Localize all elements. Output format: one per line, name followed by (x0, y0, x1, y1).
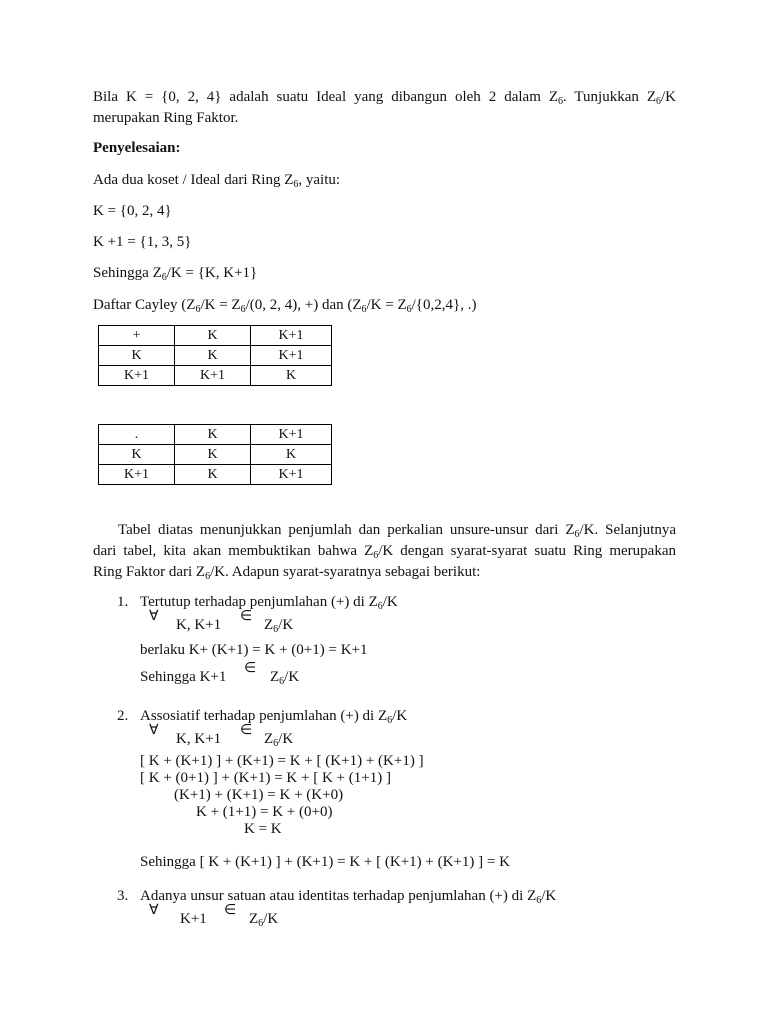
table-cell: K+1 (251, 326, 332, 346)
set-name: $Z_6/K$ (249, 911, 279, 929)
k-definition: K = {0, 2, 4} (93, 203, 172, 219)
addition-cayley-table (98, 325, 332, 386)
list-item-title: Adanya unsur satuan atau identitas terhadap penjumlahan (+) di $Z_6/K$ (140, 888, 557, 906)
proof-step: [ K + (0+1) ] + (K+1) = K + [ K + (1+1) ] (140, 770, 391, 786)
table-cell: K (175, 326, 251, 346)
table-cell: K+1 (99, 465, 175, 485)
element-of-symbol: ∈ (244, 660, 257, 676)
table-row (99, 425, 332, 445)
table-row (99, 346, 332, 366)
table-cell: K (251, 366, 332, 386)
set-name: $Z_6/K$ (270, 669, 300, 687)
list-item-title: Tertutup terhadap penjumlahan (+) di $Z_6/K$ (140, 594, 398, 612)
proof-step: [ K + (K+1) ] + (K+1) = K + [ (K+1) + (K+1) ] (140, 753, 424, 769)
element-of-symbol: ∈ (224, 902, 237, 918)
proof-step: K = K (244, 821, 282, 837)
proof-step: K + (1+1) = K + (0+0) (196, 804, 333, 820)
table-cell: K+1 (99, 366, 175, 386)
quantified-vars: K+1 (180, 911, 207, 927)
associativity-conclusion: Sehingga [ K + (K+1) ] + (K+1) = K + [ (K+1) + (K+1) ] = K (140, 854, 510, 870)
proof-step: (K+1) + (K+1) = K + (K+0) (174, 787, 344, 803)
quotient-set: Sehingga $Z_6/K = \{K$, K+1} (93, 265, 258, 283)
table-cell: K (175, 425, 251, 445)
k1-definition: K +1 = {1, 3, 5} (93, 234, 192, 250)
list-number: 2. (117, 708, 129, 724)
problem-statement: Bila K = {0, 2, 4} adalah suatu Ideal yang dibangun oleh 2 dalam $Z_6$. Tunjukkan $Z_6/K$ merupakan Ring Faktor. (93, 89, 676, 126)
forall-symbol: ∀ (149, 722, 159, 738)
table-cell: K (175, 445, 251, 465)
multiplication-cayley-table (98, 424, 332, 485)
forall-symbol: ∀ (149, 902, 159, 918)
table-row (99, 465, 332, 485)
table-row (99, 326, 332, 346)
forall-symbol: ∀ (149, 608, 159, 624)
table-cell: K (251, 445, 332, 465)
table-row (99, 366, 332, 386)
table-cell: K+1 (251, 425, 332, 445)
table-row (99, 445, 332, 465)
quantified-vars: K, K+1 (176, 731, 222, 747)
table-cell: + (99, 326, 175, 346)
table-cell: . (99, 425, 175, 445)
set-name: $Z_6/K$ (264, 617, 294, 635)
closure-statement: berlaku K+ (K+1) = K + (0+1) = K+1 (140, 642, 368, 658)
explanation-paragraph: Tabel diatas menunjukkan penjumlah dan perkalian unsure-unsur dari $Z_6/K$. Selanjutnya dari tabel, kita akan membuktikan bahwa $Z_6/K$ dengan syarat-syarat suatu Ring merupakan Ring Faktor dari $Z_6/K$. Adapun syarat-syaratnya sebagai berikut: (93, 522, 676, 582)
element-of-symbol: ∈ (240, 722, 253, 738)
quantified-vars: K, K+1 (176, 617, 222, 633)
list-item-title: Assosiatif terhadap penjumlahan (+) di $Z_6/K$ (140, 708, 408, 726)
cayley-title: Daftar Cayley ($Z_6/K = Z_6/(0$, 2, 4), +) dan ($Z_6/K = Z_6/\{0,2,4\}$, .) (93, 297, 477, 315)
list-number: 1. (117, 594, 129, 610)
set-name: $Z_6/K$ (264, 731, 294, 749)
table-cell: K+1 (175, 366, 251, 386)
table-cell: K+1 (251, 465, 332, 485)
element-of-symbol: ∈ (240, 608, 253, 624)
solution-heading: Penyelesaian: (93, 140, 181, 156)
table-cell: K (99, 346, 175, 366)
table-cell: K (175, 465, 251, 485)
closure-conclusion: Sehingga K+1 (140, 669, 227, 685)
koset-intro: Ada dua koset / Ideal dari Ring $Z_6$, yaitu: (93, 172, 341, 190)
table-cell: K+1 (251, 346, 332, 366)
table-cell: K (99, 445, 175, 465)
table-cell: K (175, 346, 251, 366)
list-number: 3. (117, 888, 129, 904)
